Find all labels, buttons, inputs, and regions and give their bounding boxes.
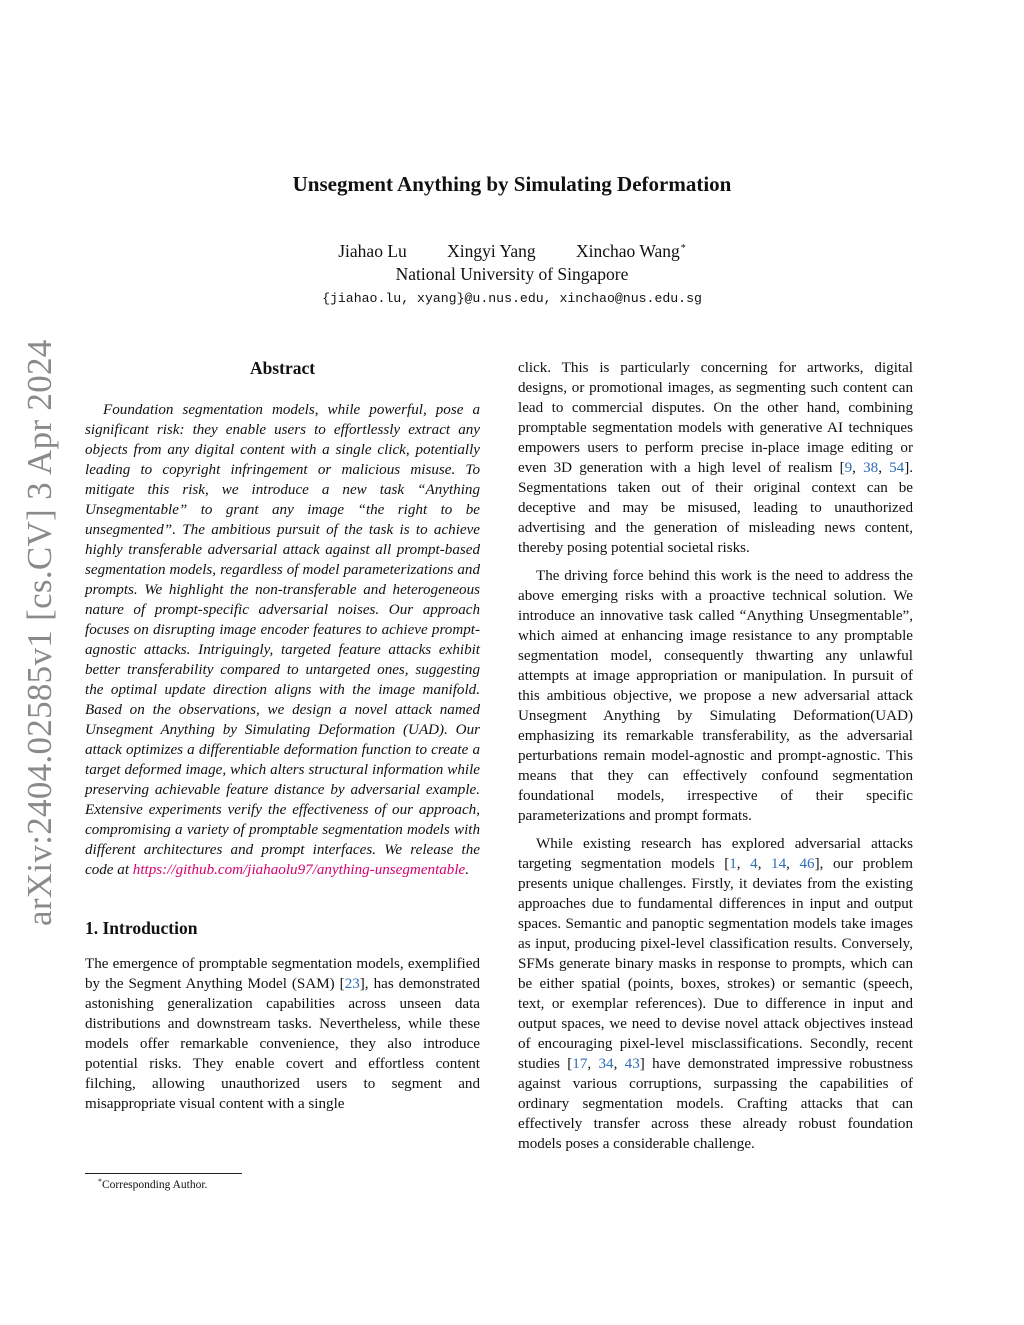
right-column [518, 358, 913, 1162]
author-list [0, 241, 1024, 262]
citation-link[interactable]: 14 [771, 856, 787, 872]
footnote: *Corresponding Author. [98, 1177, 208, 1191]
intro-paragraph-1: The emergence of promptable segmentation models, exemplified by the Segment Anything Model (SAM) [23], has demonstrated astonishing generalization capabilities across unseen data distributions and downstream tasks. Nevertheless, while these models offer remarkable convenience, they also introduce potential risks. They enable covert and effortless content filching, allowing unauthorized users to segment and misappropriate visual content with a single [85, 956, 480, 1112]
abstract-heading: Abstract [249, 358, 316, 378]
citation-link[interactable]: 34 [598, 1056, 614, 1072]
footnote-divider [85, 1173, 242, 1174]
citation-link[interactable]: 9 [844, 460, 853, 476]
arxiv-identifier: arXiv:2404.02585v1 [cs.CV] 3 Apr 2024 [20, 339, 59, 926]
left-column [85, 356, 480, 1122]
paper-title: Unsegment Anything by Simulating Deformation [292, 172, 732, 196]
citation-link[interactable]: 23 [344, 976, 360, 992]
author-name: Jiahao Lu [338, 241, 407, 261]
intro-paragraph-3: While existing research has explored adversarial attacks targeting segmentation models [1, 4, 14, 46], our problem presents unique challenges. Firstly, it deviates from the existing approaches due to fundamental differences in input and output spaces. Semantic and panoptic segmentation models take images as input, producing pixel-level classification results. Conversely, SFMs generate binary masks in response to prompts, which can be either spatial (points, boxes, strokes) or semantic (speech, text, or exemplar references). Due to difference in input and output spaces, we need to devise novel attack objectives instead of encouraging pixel-level misclassifications. Secondly, recent studies [17, 34, 43] have demonstrated impressive robustness against various corruptions, surpassing the capabilities of ordinary segmentation models. Crafting attacks that can effectively transfer across these already robust foundation models poses a considerable challenge. [518, 836, 913, 1152]
citation-link[interactable]: 46 [799, 856, 815, 872]
citation-link[interactable]: 1 [729, 856, 737, 872]
abstract-body: Foundation segmentation models, while powerful, pose a significant risk: they enable users to effortlessly extract any objects from any digital content with a single click, potentially leading to copyright infringement or malicious misuse. To mitigate this risk, we introduce a new task “Anything Unsegmentable” to grant any image “the right to be unsegmented”. The ambitious pursuit of the task is to achieve highly transferable adversarial attack against all prompt-based segmentation models, regardless of model parameterizations and prompts. We highlight the non-transferable and heterogeneous nature of prompt-specific adversarial noises. Our approach focuses on disrupting image encoder features to achieve prompt-agnostic attacks. Intriguingly, targeted feature attacks exhibit better transferability compared to untargeted ones, suggesting the optimal update direction aligns with the image manifold. Based on the observations, we design a novel attack named Unsegment Anything by Simulating Deformation (UAD). Our attack optimizes a differentiable deformation function to create a target deformed image, which alters structural information while preserving achievable feature distance by adversarial example. Extensive experiments verify the effectiveness of our approach, compromising a variety of promptable segmentation models with different architectures and prompt interfaces. We release the code at https://github.com/jiahaolu97/anything-unsegmentable. [85, 402, 480, 878]
author-name: Xinchao Wang* [576, 241, 686, 261]
intro-paragraph-1-continued: click. This is particularly concerning for artworks, digital designs, or promotional images, as segmenting such content can lead to commercial disputes. On the other hand, combining promptable segmentation models with generative AI techniques empowers users to perform precise in-place image editing or even 3D generation with a high level of realism [9, 38, 54]. Segmentations taken out of their original context can be deceptive and may be misused, leading to unauthorized advertising and the generation of misleading news content, thereby posing potential societal risks. [518, 360, 914, 556]
intro-paragraph-2: The driving force behind this work is the need to address the above emerging risks with a proactive technical solution. We introduce an innovative task called “Anything Unsegmentable”, which aimed at enhancing image resistance to any promptable segmentation model, consequently thwarting any unlawful attempts at image appropriation or manipulation. In pursuit of this ambitious objective, we propose a new adversarial attack Unsegment Anything by Simulating Deformation(UAD) emphasizing its remarkable transferability, as the adversarial perturbations remain model-agnostic and prompt-agnostic. This means that they can effectively confound segmentation foundational models, irrespective of their specific parameterizations and prompt formats. [518, 568, 913, 824]
citation-link[interactable]: 54 [889, 460, 905, 476]
code-link[interactable]: https://github.com/jiahaolu97/anything-unsegmentable [132, 862, 466, 878]
citation-link[interactable]: 4 [750, 856, 758, 872]
author-emails: {jiahao.lu, xyang}@u.nus.edu, xinchao@nus.edu.sg [322, 291, 702, 306]
citation-link[interactable]: 17 [572, 1056, 588, 1072]
author-name: Xingyi Yang [447, 241, 536, 261]
citation-link[interactable]: 43 [624, 1056, 640, 1072]
footnote-mark: * [98, 1177, 102, 1186]
affiliation: National University of Singapore [395, 264, 629, 284]
citation-link[interactable]: 38 [863, 460, 879, 476]
corresponding-mark: * [680, 243, 686, 254]
section-heading-introduction: 1. Introduction [85, 918, 198, 938]
